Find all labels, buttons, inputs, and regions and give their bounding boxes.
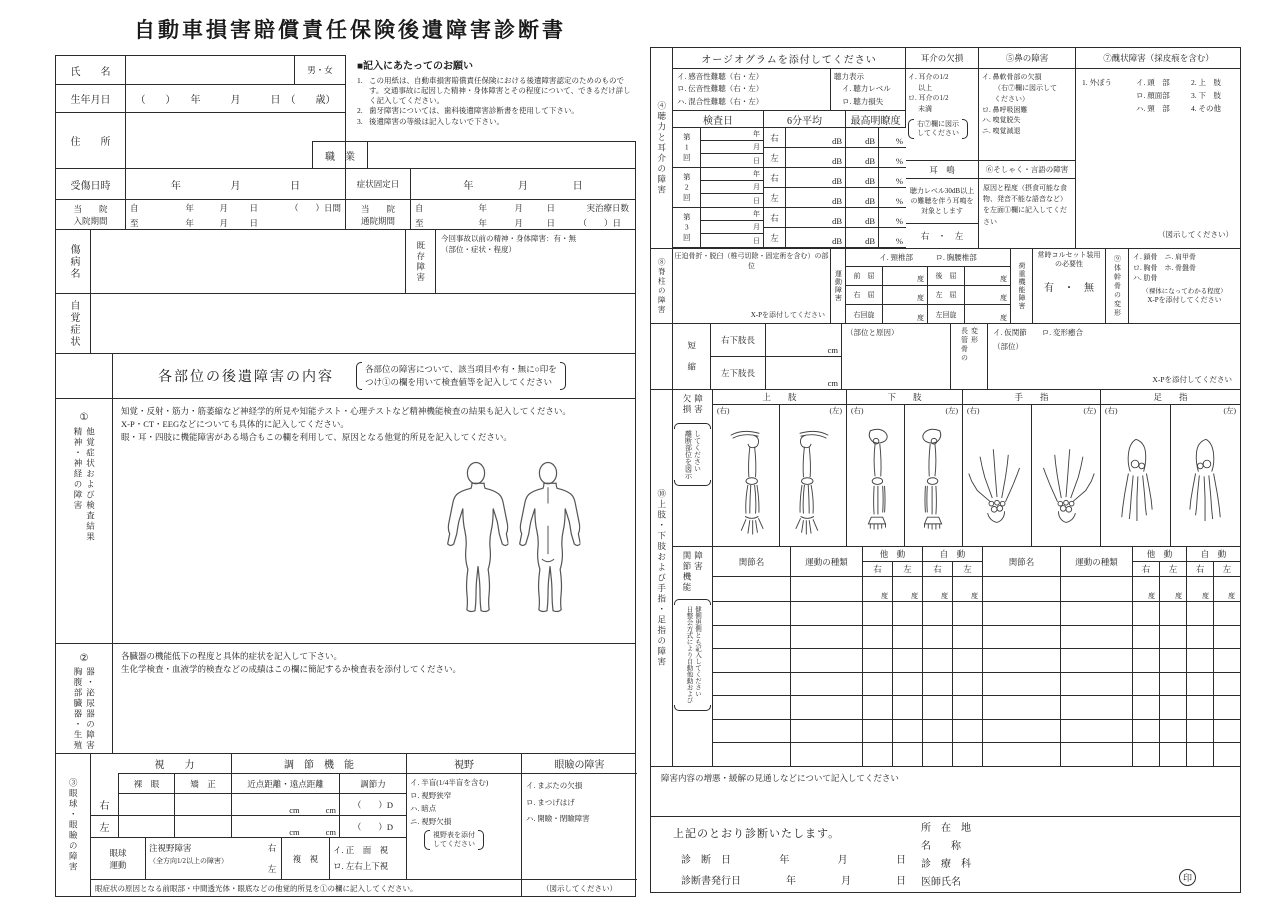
mastication-header: ⑥そしゃく・言語の障害: [979, 161, 1076, 179]
foot-toe-header: 足 指: [1101, 390, 1240, 405]
occupation-label: 職 業: [313, 142, 368, 168]
subjective-symptoms-label: 自覚症状: [56, 294, 91, 353]
section4-label: ④聴力と耳介の障害: [651, 48, 673, 248]
long-bone-field[interactable]: イ. 仮関節 ロ. 変形癒合 （部位） X-Pを添付してください: [993, 328, 1232, 384]
deg-field[interactable]: 度: [883, 305, 928, 324]
deg-field[interactable]: 度: [883, 267, 928, 285]
right-corrected-field[interactable]: [174, 794, 231, 816]
hand-finger-header: 手 指: [963, 390, 1101, 405]
joint-function-label: 関節機能 障害 日整会方式により自動他動および 健側患側とも記入してください: [673, 547, 713, 767]
accommodation-header: 調 節 機 能: [231, 754, 406, 774]
body-front-diagram: [443, 461, 509, 633]
shortening-site-field[interactable]: （部位と原因）: [841, 324, 951, 389]
load-function-label: 荷重機能障害: [1011, 249, 1033, 323]
hand-bones-left-diagram: [1033, 436, 1099, 530]
tinnitus-rl-options[interactable]: 右 ・ 左: [906, 224, 979, 248]
pct-field[interactable]: %: [895, 196, 903, 206]
pct-field[interactable]: %: [895, 176, 903, 186]
address-label: 住 所: [56, 113, 126, 168]
name-label: 氏 名: [56, 56, 126, 84]
round-label: 第3回: [673, 208, 701, 247]
preexisting-label: 既存障害: [406, 230, 436, 293]
db-field[interactable]: dB: [846, 168, 879, 187]
right-naked-field[interactable]: [118, 794, 174, 816]
spine-motion-grid: イ. 頸椎部 ロ. 胸腰椎部 前 屈 度 後 屈 度 右 屈 度 左 屈 度 右回旋 度 左回旋 度: [846, 249, 1011, 323]
symptom-fixed-field[interactable]: 年 月 日: [463, 180, 583, 192]
diagnosis-date-row[interactable]: 診 断 日 年 月 日: [681, 855, 906, 866]
leg-bones-right-diagram: [857, 425, 895, 541]
mastication-note: 原因と程度（摂食可能な食物、発音不能な語音など）を左面①欄に記入してください: [979, 179, 1076, 248]
audiogram-table: 第1回 年 月 日 右 dB dB % 左 dB dB % 第2回 年 月 日 右 dB dB % 左 dB dB % 第3回 年 月 日 右 dB dB % 左 dB dB %: [673, 128, 906, 248]
eyelid-header: 眼瞼の障害: [521, 754, 637, 774]
prognosis-note: 障害内容の増悪・緩解の見通しなどについて記入してください: [661, 773, 899, 783]
naked-eye-header: 裸 眼: [118, 774, 174, 794]
gaze-field-cell[interactable]: 注視野障害 （全方向1/2以上の障害） 右 左: [145, 838, 281, 880]
body-diagrams[interactable]: [443, 461, 581, 633]
db-field[interactable]: dB: [786, 128, 846, 147]
round-date-field[interactable]: 年 月 日: [701, 128, 764, 167]
disfigurement-options[interactable]: 1. 外ぼう イ. 頭 部 ロ. 顔面部 ハ. 頸 部 2. 上 肢 3. 下 肢 4. その他 （図示してください）: [1082, 78, 1233, 239]
pct-field[interactable]: %: [895, 136, 903, 146]
issue-date-row[interactable]: 診断書発行日 年 月 日: [681, 876, 906, 887]
section8-label: ⑧脊柱の障害: [651, 249, 673, 323]
db-field[interactable]: dB: [846, 148, 879, 167]
section3-label: ③眼球・眼瞼の障害: [56, 754, 91, 896]
upper-limb-header: 上 肢: [713, 390, 847, 405]
clinic-labels: [921, 820, 971, 892]
main-form-body: [55, 168, 636, 897]
accommodation-power-header: 調節力: [339, 774, 406, 794]
body-back-diagram: [515, 461, 581, 633]
deg-field[interactable]: 度: [883, 286, 928, 304]
clinic-name-label: 名 称: [921, 841, 961, 852]
vision-header: 視 力: [118, 754, 231, 774]
right-power-field[interactable]: （ ）D: [339, 794, 406, 816]
note-3: 後遺障害の等級は記入しないで下さい。: [369, 116, 504, 126]
db-field[interactable]: dB: [786, 148, 846, 167]
max-clarity-header: 最高明瞭度: [846, 111, 906, 128]
round-label: 第1回: [673, 128, 701, 167]
visual-field-header: 視野: [406, 754, 521, 774]
ear-loss-header: 耳介の欠損: [906, 48, 979, 69]
disfigurement-illustrate-note: （図示してください）: [1158, 230, 1233, 239]
content-section-title: 各部位の後遺障害の内容: [158, 370, 334, 385]
occupation-row: [312, 141, 636, 169]
double-vision-label: 複 視: [281, 838, 329, 880]
prognosis-field[interactable]: [651, 766, 1240, 816]
motion-kind-header: 運動の種類: [791, 547, 863, 577]
eye-footer-note: 眼症状の原因となる前眼部・中間透光体・眼底などの他覚的所見を①の欄に記入してください。: [95, 883, 418, 893]
pct-field[interactable]: %: [895, 236, 903, 246]
deg-field[interactable]: 度: [1000, 275, 1007, 283]
joint-name-header: 関節名: [713, 547, 791, 577]
eyelid-options[interactable]: イ. まぶたの欠損 ロ. まつげはげ ハ. 開瞼・閉瞼障害: [521, 774, 637, 880]
tinnitus-header: 耳 鳴: [906, 161, 979, 179]
left-distance-field[interactable]: cm cm: [231, 816, 339, 838]
arm-bones-right-diagram: [725, 425, 767, 541]
spine-fracture-field[interactable]: 圧迫骨折・脱臼（椎弓切除・固定術を含む）の部位 X-Pを添付してください: [673, 249, 831, 323]
ear-illustrate-note: 右⑦欄に図示 してください: [908, 118, 968, 140]
db-field[interactable]: dB: [786, 228, 846, 247]
deg-field[interactable]: 度: [1000, 294, 1007, 302]
injury-date-label: 受傷日時: [56, 169, 126, 199]
hearing-display-options[interactable]: 聴力表示 イ. 聴力レベル ロ. 聴力損失: [831, 69, 906, 111]
notes-title: ■記入にあたってのお願い: [357, 61, 474, 72]
long-bone-xp-note: X-Pを添付してください: [1152, 375, 1232, 384]
hearing-loss-options[interactable]: イ. 感音性難聴（右・左） ロ. 伝音性難聴（右・左） ハ. 混合性難聴（右・左）: [673, 69, 831, 111]
certify-footer: [651, 816, 1240, 892]
right-page: ④聴力と耳介の障害 オージオグラムを添付してください イ. 感音性難聴（右・左） ロ. 伝音性難聴（右・左） ハ. 混合性難聴（右・左） 聴力表示 イ. 聴力レベル ロ. 聴力損失 検査日 6分平均 最高明瞭度 第1回 年 月 日 右 dB dB % 左 dB dB % 第2回 年 月 日 右 dB dB % 左 dB dB % 第3回 年 月 日 右 dB dB % 左 dB dB % 耳介の欠損 イ. 耳介の1/2 以上 ロ. 耳介の1/2 未満 右⑦欄に図示 してください 耳 鳴 聴力レベル30dB以上の難聴を伴う耳鳴を対象とします 右 ・ 左 ⑤鼻の障害 イ. 鼻軟骨部の欠損 （右⑦欄に図示して ください） ロ. 鼻呼吸困難 ハ. 嗅覚脱失 ニ. 嗅覚減退 ⑥そしゃく・言語の障害 原因と程度（摂食可能な食物、発音不能な語音など）を左面①欄に記入してください ⑦醜状障害（採皮痕を含む） 1. 外ぼう イ. 頭 部 ロ. 顔面部 ハ. 頸 部 2. 上 肢 3. 下 肢 4. その他 （図示してください） ⑧脊柱の障害 圧迫骨折・脱臼（椎弓切除・固定術を含む）の部位 X-Pを添付してください 運動障害 イ. 頸椎部 ロ. 胸腰椎部 前 屈 度 後 屈 度 右 屈 度 左 屈 度 右回旋 度 左回旋 度 荷重機能障害 常時コルセット装用の必要性 有 ・ 無 ⑨体幹骨の変形 イ. 鎖骨 ニ. 肩甲骨 ロ. 胸骨 ホ. 骨盤骨 ハ. 肋骨 （裸体になってわかる程度） X-Pを添付してください 短 縮 右下肢長 cm 左下肢長 cm （部位と原因） 長管骨の 変形 イ. 仮関節 ロ. 変形癒合 （部位） X-Pを添付してください ⑩上肢・下肢および手指・足指の障害 欠損 障害 離断部位を図示 してください 上 肢 下 肢 手 指 足 指 (右) (左) (右) (左) (右) (左) (右) (左) 関節機能 障害 日整会方式により自動他動および 健側患側とも記入してください 関節名 運動の種類 他 動 自 動 右 左 右 左 関節名 運動の種類 他 動 自 動 右 左 右 左 度 度 度 度 度 度 度 度 障害内容の増悪・緩解の見通しなどについて記入してください 上記のとおり診断いたします。 診 断 日 年 月 日 診断書発行日 年 月 日 所 在 地 名 称 診 療 科 医師氏名 印: [650, 47, 1241, 893]
tinnitus-note: 聴力レベル30dB以上の難聴を伴う耳鳴を対象とします: [906, 179, 979, 224]
joint-note: 日整会方式により自動他動および 健側患側とも記入してください: [673, 599, 712, 711]
left-page: [55, 55, 636, 897]
section9-label: ⑨体幹骨の変形: [1106, 249, 1129, 323]
right-leg-length-label: 右下肢長: [711, 324, 766, 356]
arm-bones-left-diagram: [792, 425, 834, 541]
db-field[interactable]: dB: [786, 168, 846, 187]
seal-mark: 印: [1179, 869, 1196, 886]
hand-bones-right-diagram: [964, 436, 1030, 530]
certify-statement: 上記のとおり診断いたします。: [673, 828, 841, 840]
subjective-symptoms-field[interactable]: [91, 294, 635, 353]
active-header: 自 動: [1187, 547, 1240, 562]
trunk-bone-options[interactable]: イ. 鎖骨 ニ. 肩甲骨 ロ. 胸骨 ホ. 骨盤骨 ハ. 肋骨 （裸体になってわかる程度） X-Pを添付してください: [1133, 253, 1227, 304]
left-corrected-field[interactable]: [174, 816, 231, 838]
pct-field[interactable]: %: [895, 216, 903, 226]
outpatient-label: 当 院 通院期間: [346, 200, 411, 229]
eye-table: [91, 754, 635, 896]
hospitalization-field[interactable]: 自 年 月 日 （ ）日間 至 年 月 日: [126, 200, 346, 229]
section2-field[interactable]: 各臓器の機能低下の程度と具体的症状を記入して下さい。 生化学検査・血液学的検査などの成績はこの欄に簡記するか検査表を添付してください。: [121, 651, 462, 675]
foot-bones-left-diagram: [1187, 431, 1225, 535]
six-min-avg-header: 6分平均: [764, 111, 846, 128]
joint-table[interactable]: 関節名 運動の種類 他 動 自 動 右 左 右 左 関節名 運動の種類 他 動 自 動 右 左 右 左 度 度 度 度 度 度 度 度: [713, 547, 1240, 767]
long-bone-label: 長管骨の 変形: [951, 324, 988, 389]
lower-limb-header: 下 肢: [847, 390, 963, 405]
nose-header: ⑤鼻の障害: [979, 48, 1076, 69]
audiogram-header: オージオグラムを添付してください: [673, 48, 906, 69]
left-power-field[interactable]: （ ）D: [339, 816, 406, 838]
content-section-note: 各部位の障害について、該当項目や有・無に○印を つけ①の欄を用いて検査値等を記入してください: [356, 361, 566, 391]
corset-cell[interactable]: 常時コルセット装用の必要性 有 ・ 無: [1033, 249, 1106, 323]
spine-motion-label: 運動障害: [831, 249, 846, 323]
deg-field[interactable]: 度: [1000, 314, 1007, 322]
page-title: 自動車損害賠償責任保険後遺障害診断書: [134, 18, 566, 42]
birthdate-field[interactable]: （ ） 年 月 日 （ 歳）: [135, 95, 336, 106]
round-label: 第2回: [673, 168, 701, 207]
right-leg-length-field[interactable]: cm: [827, 345, 838, 355]
notes-block: ■記入にあたってのお願い 1. この用紙は、自動車損害賠償責任保険における後遺障害認定のためのものです。交通事故に起因した精神・身体障害とその程度について、できるだけ詳しく記入してください。 2. 歯牙障害については、歯科後遺障害診断書を使用して下さい。 3. 後遺障害の等級は記入しないで下さい。: [357, 57, 635, 137]
double-vision-options[interactable]: イ. 正 面 視 ロ. 左右上下視: [329, 838, 406, 880]
db-field[interactable]: dB: [846, 208, 879, 227]
sex-options[interactable]: 男・女: [307, 65, 333, 75]
actual-treatment-days-label: 実治療日数: [586, 202, 629, 213]
left-leg-length-field[interactable]: cm: [827, 378, 838, 388]
occupation-field[interactable]: [368, 142, 635, 168]
eye-motion-label: 眼球 運動: [91, 838, 145, 880]
pct-field[interactable]: %: [895, 156, 903, 166]
distance-header: 近点距離・遠点距離: [231, 774, 339, 794]
active-header: 自 動: [923, 547, 983, 562]
symptom-fixed-label: 症状固定日: [346, 169, 411, 199]
leg-bones-left-diagram: [915, 425, 953, 541]
note-2: 歯牙障害については、歯科後遺障害診断書を使用して下さい。: [369, 106, 579, 116]
corrected-header: 矯 正: [174, 774, 231, 794]
round-date-field[interactable]: 年 月 日: [701, 168, 764, 207]
eyelid-illustrate-note: （図示してください）: [521, 880, 637, 896]
motion-kind-header: 運動の種類: [1061, 547, 1133, 577]
nose-options[interactable]: イ. 鼻軟骨部の欠損 （右⑦欄に図示して ください） ロ. 鼻呼吸困難 ハ. 嗅覚脱失 ニ. 嗅覚減退: [979, 69, 1076, 161]
left-naked-field[interactable]: [118, 816, 174, 838]
bone-diagram-row[interactable]: [713, 419, 1240, 547]
right-distance-field[interactable]: cm cm: [231, 794, 339, 816]
left-eye-row-label: 左: [91, 816, 118, 838]
db-field[interactable]: dB: [846, 228, 879, 247]
clinic-address-label: 所 在 地: [921, 823, 971, 834]
defect-label: 欠損 障害 離断部位を図示 してください: [673, 390, 713, 547]
test-date-header: 検査日: [673, 111, 764, 128]
round-date-field[interactable]: 年 月 日: [701, 208, 764, 247]
note-1: この用紙は、自動車損害賠償責任保険における後遺障害認定のためのものです。交通事故に起因した精神・身体障害とその程度について、できるだけ詳しく記入してください。: [369, 76, 631, 106]
right-eye-row-label: 右: [91, 794, 118, 816]
section1-label: ① 精神・神経の障害 他覚症状および検査結果: [56, 399, 113, 643]
section2-label: ② 胸腹部臓器・生殖 器・泌尿器の障害: [56, 644, 113, 753]
visual-field-note: 視野表を添付 してください: [424, 829, 484, 851]
defect-note: 離断部位を図示 してください: [673, 423, 712, 486]
disease-name-field[interactable]: [91, 230, 406, 293]
ear-loss-options[interactable]: イ. 耳介の1/2 以上 ロ. 耳介の1/2 未満 右⑦欄に図示 してください: [906, 69, 979, 161]
passive-header: 他 動: [863, 547, 923, 562]
joint-name-header: 関節名: [983, 547, 1061, 577]
left-leg-length-label: 左下肢長: [711, 357, 766, 389]
preexisting-field[interactable]: 今回事故以前の精神・身体障害：有・無 （部位・症状・程度）: [441, 234, 576, 254]
injury-date-field[interactable]: 年 月 日: [126, 169, 346, 199]
passive-header: 他 動: [1133, 547, 1187, 562]
db-field[interactable]: dB: [786, 208, 846, 227]
hospitalization-label: 当 院 入院期間: [56, 200, 126, 229]
db-field[interactable]: dB: [846, 188, 879, 207]
name-field[interactable]: [126, 56, 295, 84]
disfigurement-header: ⑦醜状障害（採皮痕を含む）: [1076, 48, 1241, 69]
spine-xp-note: X-Pを添付してください: [750, 311, 825, 319]
section1-field[interactable]: 知覚・反射・筋力・筋萎縮など神経学的所見や知能テスト・心理テストなど精神機能検査の結果も記入してください。 X-P・CT・EEGなどについても具体的に記入してください。 眼・耳・四肢に機能障害がある場合もこの欄を利用して、原因となる他覚的所見を記入してください。: [113, 399, 635, 643]
patient-info-table: [55, 55, 346, 169]
clinic-dept-label: 診 療 科: [921, 859, 971, 870]
db-field[interactable]: dB: [786, 188, 846, 207]
foot-bones-right-diagram: [1117, 431, 1155, 535]
spine-parts-options[interactable]: イ. 頸椎部 ロ. 胸腰椎部: [846, 249, 1010, 267]
db-field[interactable]: dB: [846, 128, 879, 147]
disease-name-label: 傷病名: [56, 230, 91, 293]
load-yes-no-options[interactable]: 有 ・ 無: [1044, 283, 1094, 295]
birthdate-label: 生年月日: [56, 85, 126, 112]
doctor-name-label: 医師氏名: [921, 877, 961, 888]
section10-label: ⑩上肢・下肢および手指・足指の障害: [651, 389, 673, 766]
outpatient-field[interactable]: 自 年 月 日 実治療日数 至 年 月 日 （ ）日: [411, 200, 635, 229]
shortening-label: 短 縮: [673, 324, 711, 389]
visual-field-options[interactable]: イ. 半盲(1/4半盲を含む) ロ. 視野狭窄 ハ. 暗点 ニ. 視野欠損 視野表を添付 してください: [406, 774, 521, 880]
